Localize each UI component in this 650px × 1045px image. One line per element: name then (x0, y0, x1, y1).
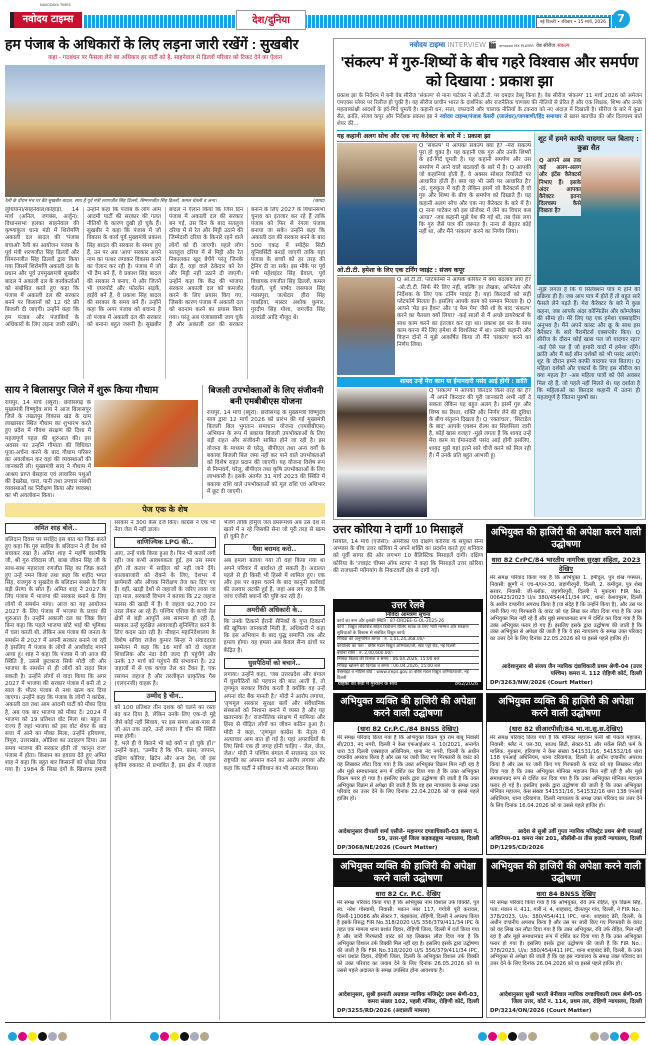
continued-text: है, भले ही वे कितने भी बड़े क्यों न हो चुके हों।" उन्होंने कहा, "उम्मीद है कि चीन, फ्रांस, जापान, दक्षिण कोरिया, ब्रिटेन और अन्य देश, जो इस कृत्रिम रुकावट से प्रभावित हैं, इस क्षेत्र में जहाज भेजेंगे ताकि होर्मुज जल डमरूमध्य अब उस देश से खतरे में न रहे जिसकी सेना जो पूरी तरह से खत्म हो चुकी है।" (114, 519, 325, 769)
brand-logo: नवोदय टाइम्स (10, 12, 82, 28)
korea-and-tender (333, 524, 483, 690)
notice-body: मेरे समक्ष परिवाद किया गया है कि अभियुक्त 1. हमीदुल, पुत्र शेख गफ्फार, निवासी: झुग्गी नं. एच-4/एन-30, जहांगीरपुरी, दिल्ली, 2. कमीदुल, पुत्र शेख सरवर, निवासी: जी-ब्लॉक, जहांगीरपुरी, दिल्ली ने मुकदमा FIR No. 006423/2023 U/s 380/454/411/34 IPC, थाना: केशवपुरम, दिल्ली के अधीन दण्डनीय अपराध किया है (या संदेह है कि उन्होंने किया है), और उस पर जारी किए गए गिरफ्तारी के वारंट को यह लिख कर लौटा दिया गया है कि उक्त अभियुक्त मिल नहीं रहे हैं और मुझे समाधानप्रद रूप में दर्शित कर दिया गया है कि उक्त अभियुक्त फरार हो गए हैं। इसलिए इसके द्वारा उद्घोषणा की जाती है कि उक्त अभियुक्त से अपेक्षा की जाती है कि वे इस न्यायालय के समक्ष उक्त परिवाद का उत्तर देने के लिए दिनांक 22.05.2026 को या इससे पहले हाजिर हों। (490, 575, 642, 643)
notice-title: अभियुक्त व्यक्ति की हाजिरी की अपेक्षा करने वाली उद्घोषणा (334, 694, 482, 722)
lead-photo (5, 65, 325, 197)
notice-ref: DP/3263/NW/2026 (Court Matter) (490, 680, 593, 686)
notice-ref: DP/3255/RD/2026 (अदालती मामला) (337, 1008, 430, 1014)
bijli-story (207, 385, 325, 499)
lead-headline: हम पंजाब के अधिकारों के लिए लड़ना जारी रखेंगें : सुखबीर (5, 36, 299, 52)
section-title: शायद उन्हें मेरा काम या ईमानदारी पसंद आई होगी : क्रांति (337, 377, 531, 387)
notice-title: अभियुक्त व्यक्ति की हाजिरी की अपेक्षा करने वाली उद्घोषणा (334, 859, 482, 887)
court-notice (486, 858, 646, 1018)
notice-title: अभियुक्त व्यक्ति की हाजिरी की अपेक्षा करने वाली उद्घोषणा (487, 694, 645, 722)
continued-subhead: उम्मीद है चीन.. (114, 691, 215, 702)
court-notice (486, 693, 646, 855)
continued-band: पेज एक के शेष (5, 503, 325, 517)
notice-section: (धारा 82 सीआरपीसी/84 भा.ना.सु.स.देखिए) (508, 725, 624, 733)
tender-row: निविदा खोलने की दिनांक व समय : 06.04.2026, 15:00 बजे (337, 664, 479, 671)
court-notice (486, 524, 646, 690)
tender-row: निविदा विक्रय की दिनांक व समय : 06.04.2026, 15:00 बजे (337, 657, 479, 664)
railway-footer: ग्राहकों की सेवा में मुस्कान के साथ (338, 681, 398, 687)
color-registration-marks (590, 1026, 640, 1045)
interview-tag: INTERVIEW (447, 41, 487, 49)
notice-section: धारा 84 BNSS देखिए (536, 890, 596, 898)
railway-tender-ad (333, 599, 483, 690)
notice-section: (धारा 82 Cr.P.C./84 BNSS देखिए) (357, 725, 459, 733)
continued-subhead: घुसपैठियों को बचाने.. (224, 658, 325, 669)
sanjay-kapoor-photo (337, 277, 395, 375)
notice-ref: DP/3214/ON/2026 (Court Matter) (490, 1008, 592, 1014)
caption-text: रैली के दौरान मंच पर बैठे सुखबीर बादल, साथ हैं पूर्व मंत्री शरणजीत सिंह ढिल्लों, सिमरनजीत सिंह ढिल्लों, कमल चेतली व अन्य। (5, 198, 217, 204)
interview-section-2 (337, 267, 531, 375)
interview-brandbar (337, 41, 642, 51)
continued-text: लगाया। उन्होंने कहा, 'जब उत्तरप्रदेश और बंगाल में घुसपैठियों को पहचान की बात आती है, तो तृणमूल सरकार विरोध करती है क्योंकि वह उन्हें अपना वोट बैंक मानती है।' मोदी ने आरोप लगाया, 'तृणमूल सरकार सुरक्षा बलों और संवैधानिक संस्थाओं को निशाना बनाने में व्यस्त है और यह खतरनाक है।' राजनीतिक संरक्षण में माफिया और हिंसा से पीड़ित लोगों का जीवन कठिन हुआ है। मोदी ने कहा, 'तृणमूल कांग्रेस के नेतृत्व में अत्याचार आम बात हो गई है। यहां अपराधियों के लिए सिर्फ एक ही जगह होनी चाहिए - जेल, जेल, जेल।' मोदी ने पश्चिम बंगाल में सत्तारूढ़ दल पर राष्ट्रपति का अपमान करने का आरोप लगाया और कहा कि पार्टी ने संविधान का भी अनादर किया। (223, 671, 325, 772)
intro-text: प्रकाश झा के निर्देशन में बनी वेब सीरीज 'संकल्प' से नाना पाटेकर ने ओ.टी.टी. पर दमदार डेब्यू किया है। वेब सीरीज 'संकल्प' 11 मार्च 2026 को अमेजन एमएक्स प्लेयर पर रिलीज हो चुकी है। यह सीरीज प्राचीन भारत के दार्शनिक और राजनैतिक चाणक्य की नीतियों से प्रेरित है और एक शिक्षक, शिष्य और उनके महत्वाकांक्षी आदर्शों के इर्द-गिर्द घूमती है। कहानी धन, सत्ता, वफादारी और चालाक नीतियों के टकराव को नए अंदाज़ में दिखाती है। सीरीज के बारे में कुब्रा सैत, क्रांति, संजय कपूर और निर्देशक प्रकाश झा ने (337, 93, 642, 120)
notice-section: धारा 82 Cr. P.C. देखिए (375, 890, 441, 898)
korea-headline: उत्तर कोरिया ने दागीं 10 मिसाइलें (333, 524, 463, 536)
series-name: संकल्प (557, 43, 570, 49)
continued-subhead: पैसा बरामद करो.. (224, 544, 325, 555)
series-label: वेब सीरीज (536, 43, 556, 49)
continued-text: बलिदान दिवस पर सरहिंद इस बात का जिक्र करते हुए कहा कि गुरु साहिब के बलिदान ने ही देश को बचाकर रखा है। अमित शाह ने महर्षि वाल्मीकि जी, श्री गुरु रविदास जी, बाबा जीवन सिंह जी के साथ-साथ महाराजा रणजीत सिंह का जिक्र करते हुए उन्हें नमन किया तथा कहा कि शहीद भगत सिंह, राजगुरु व सुखदेव के बलिदान सबसे के लिए बड़ी प्रेरणा के स्रोत हैं। अमित शाह ने 2027 के लिए पंजाब में भाजपा की सरकार बनाने के लिए लोगों से समर्थन मांगा। आज का यह आयोजन 2027 के लिए पंजाब में भाजपा के प्रचार की शुरुआत है। उन्होंने अकाली दल का जिक्र किए बिना कहा कि पहले भाजपा छोटे भाई की भूमिका में चला करती थी, लेकिन अब पंजाब की जनता के समर्थन से 2027 में अपनी सरकार बनाने जा रही है इसलिए मैं पंजाब के लोगों से आशीर्वाद मांगने आया हूं। शाह ने कहा कि पंजाब में जो आज की स्थिति है, उससे छुटकारा सिर्फ मोदी जी और भाजपा के समर्थन से ही लोगों को राहत मिल सकती है। उन्होंने लोगों से वादा किया कि अगर 2027 में भाजपा की सरकार पंजाब में बनी तो 2 साल के भीतर पंजाब से नशा खत्म कर दिया जाएगा। उन्होंने कहा कि पंजाब के लोगों ने कांग्रेस, अकाली दल तथा आम आदमी पार्टी को मौका दिया है, अब एक बार भाजपा को मौका दें। 2024 में भाजपा को 19 प्रतिशत वोट मिला था। बहुत से राज्य हैं जहां भाजपा को इस वोट शेयर के बाद सत्ता में आने का मौका मिला, उन्होंने हरियाणा, त्रिपुरा, उत्तराखंड, ओडिशा का उदाहरण दिया। उस समय भाजपा की सरकार होती तो 'कानून राज' पंजाब में होता। किसान का हवाला देते हुए अमित शाह ने कहा कि बहुत बार किसानों को धोखा दिया गया है। 1984 के सिख दंगों के खिलाफ हमारी सरकार ने 300 केस दर्ज किए। कांग्रेस ने एक भी नेता जेल में नहीं डाला। (5, 519, 216, 774)
sai-story (5, 385, 198, 499)
interview-sections (337, 133, 531, 517)
prakash-jha-photo (337, 143, 417, 265)
continued-text: को 100 प्रतिशत तीन दशक को चलने का रस्ता बंद कर दिया है, लेकिन उनके लिए एक-दो मुद्दे जैसे कोई नहीं सिवाय, पर इस समय आस-पास से जो अंत तक ठहरे, उन्हें लगता है चीन की स्थिति स्पष्ट होगी। (114, 705, 216, 740)
sai-photo (94, 400, 198, 467)
notice-body: मेरे समक्ष परिवाद किया गया है कि अभियुक्त विक्रम पुत्र राम बाबू निवासी सी/203, नंद नगरी, दिल्ली ने केस एफआईआर नं. 10/2021, अन्तर्गत धारा 33 दिल्ली एक्साइज अधिनियम, थाना नंद नगरी, दिल्ली के अधीन दण्डनीय अपराध किया है और उस पर जारी किए गए गिरफ्तारी के वारंट को यह लिखकर लौटा दिया गया है कि उक्त अभियुक्त विक्रम मिल नहीं रहा है और मुझे समाधानप्रद रूप में दर्शित कर दिया गया है कि उक्त अभियुक्त विक्रम फरार हो गया है। इसलिए इसके द्वारा उद्घोषणा की जाती है कि उक्त अभियुक्त विक्रम से अपेक्षा की जाती है कि वह इस न्यायालय के समक्ष उक्त परिवाद का उत्तर देने के लिए दिनांक 22.04.2026 को या इससे पहले हाजिर हो। (337, 735, 479, 803)
notice-signature: आदेशानुसार श्री संजय जैन न्यायिक दंडाधिकारी प्रथम श्रेणी-04 (उत्तर पश्चिम) कमरा नं. 112 रोहिणी कोर्ट, दिल्ली (501, 664, 642, 677)
korea-body: सियोल, 14 मार्च (एजेंसी): अमरीका एवं दक्षिण कोरिया के संयुक्त सैन्य अभ्यास के बीच उत्तर कोरिया ने अपने शक्ति का प्रदर्शन करते हुए शनिवार को पूर्वी सागर की ओर लगभग 10 बैलिस्टिक मिसाइलें दागीं। दक्षिण कोरिया के 'ज्वाइंट चीफ्स ऑफ स्टाफ' ने कहा कि मिसाइलें उत्तर कोरिया की राजधानी प्योंगयांग के निकटवर्ती क्षेत्र से दागी गईं। (333, 539, 483, 574)
intro-tail: से खास बातचीत की और दिलचस्प बातें शेयर कीं... (337, 114, 643, 127)
continued-subhead: अमित शाह बोले.. (5, 523, 106, 534)
notice-ref: DP/3068/NE/2026 (Court Matter) (337, 845, 438, 851)
secondary-stories (5, 385, 325, 499)
sai-body-left: रायपुर, 14 मार्च (ब्यूरो): छत्तीसगढ़ के मुख्यमंत्री विष्णुदेव साय ने आज बिलासपुर जिले के तखतपुर विकास खंड के ग्राम लाखासार स्थित गौधाम का शुभारंभ करते हुए प्रदेश में गौवंश संरक्षण की दिशा में महत्वपूर्ण पहल की शुरुआत की। इस अवसर पर उन्होंने गौमाता की विधिवत पूजा-अर्चना करने के बाद गौधाम परिसर का अवलोकन कर वहां की व्यवस्थाओं की जानकारी ली। मुख्यमंत्री साय ने गौधाम में आश्रय प्राप्त बेसहारा एवं लावारिस पशुओं की देखरेख, चारा, पानी तथा उपचार संबंधी व्यवस्थाओं का निरीक्षण किया और व्यवस्था का भी अवलोकन किया। (5, 399, 91, 499)
lead-subhead: कहा - गठबंधन पर फैसला लेने का अधिकार हर पार्टी को है, साहनेवाल से ढिल्लों परिवार को टिकट देने का ऐलान (48, 55, 282, 61)
caption-credit: (छाया) (313, 198, 325, 204)
page-bottom-rule (5, 1022, 645, 1023)
masthead-small-label: NAVODAYA TIMES (40, 3, 71, 7)
film-reel-icon: 🎬 (488, 41, 497, 49)
railway-title: उत्तर रेलवे (335, 601, 481, 612)
continued-subhead: अमरीकी अधिकारी के.. (224, 605, 325, 616)
interview-divider (337, 130, 642, 131)
intro-publications: नवोदय टाइम्स/पंजाब केसरी (जालंधर)/जगबाणी/हिंद समाचार (439, 114, 562, 120)
column-divider (202, 385, 203, 499)
notice-ref: DP/1295/CD/2026 (490, 845, 544, 851)
tender-row: कार्य : विद्युत लोकोशेड सहित डिवीजन रोलिंग स्टॉक के लिए भारी मरम्मत और संरक्षण सुविधाओं के विकास से संबंधित विद्युत कार्य। (337, 625, 479, 637)
notice-body: मेरे समक्ष परिवाद किया गया है कि मोनिका महाजन पत्नी श्री पंकज महाजन, निवासी: फ्लैट नं. एल-30, साउथ सिटी, सेक्टर-51 और मर्केस सिटी फर्म के मालिक, गुरुग्राम, हरियाणा ने केस संख्या 541531/16, 541532/16 धारा 138 एनआई अधिनियम, थाना दरियागंज, दिल्ली के अधीन दण्डनीय अपराध किया है और उस पर जारी किए गए गिरफ्तारी के वारंट को यह लिखकर लौटा दिया गया है कि उक्त अभियुक्त मोनिका महाजन मिल नहीं रही है और मुझे समाधानप्रद रूप से दर्शित कर दिया गया है कि उक्त अभियुक्त मोनिका महाजन फरार हो गई है। इसलिए इसके द्वारा उद्घोषणा की जाती है कि उक्त अभियुक्त मोनिका महाजन, केस संख्या 541531/16, 541532/16 धारा 138 एनआई अधिनियम, थाना दरियागंज, दिल्ली न्यायालय के समक्ष उक्त परिवाद का उत्तर देने के लिए दिनांक 16.04.2026 को या उससे पहले हाजिर हो। (490, 735, 642, 809)
continued-subhead: वाणिज्यिक LPG की.. (114, 537, 215, 548)
lead-photo-caption (5, 199, 325, 205)
section-body: Q 'संकल्प' में आपका किरदार किस तरह का है? -मैं अपने किरदार की पूरी जानकारी अभी नहीं दे सकता लेकिन यह बहुत अलग है। इसमें गुरु और शिष्य का रिश्ता, शक्ति और निर्णय लेने की दुविधा के बीच संतुलन दिखता है। Q 'रक्तांचल', 'सिटाडेल के बाद' आपके एक्शन रोल्स का सिलसिला जारी है, कोई खास वजह? -मुझे लगता है कि शायद उन्हें मेरा काम या ईमानदारी पसंद आई होगी इसलिए, शायद मुझे यहां इतने सारे चीजें करने को मिल रही हैं। मैं उनके प्रति बहुत आभारी हूं। (429, 388, 531, 459)
page-number-badge: 7 (612, 10, 630, 28)
platform-label: amazon MX PLAYER (499, 44, 534, 48)
interview-intro (337, 93, 642, 128)
sidebar-question: Q आपने अब तक कई अलग-अलग और इंटेंस कैरेक्टर्स निभाए हैं। इसके अंदर आपका कैरेक्टर इतना दिलचस्प कैसे दिखता है? (539, 158, 581, 215)
tender-row: निविदा की अनुमानित लागत : रु. 1,01,24,368.00/- (337, 637, 479, 644)
railway-subtitle: निविदा आमंत्रण सूचना (385, 611, 431, 618)
court-notice (333, 693, 483, 855)
dateline: नई दिल्ली • रविवार • 15 मार्च, 2026 (536, 17, 610, 28)
section-body: Q ओ.टी.टी. प्लेटफॉर्म्स ने आपके करियर में क्या बदलाव लाए हैं? -ओ.टी.टी. सिर्फ मेरे लिए नहीं, बल्कि हर लेखक, अभिनेता और निर्देशक के लिए एक टर्निंग प्वाइंट है। यहां किरदारों को सही प्लेटफॉर्म मिलता है। इसलिए आपके काम को सम्मान मिलता है। Q आपने 'मेड इन हैवन' और 'द फेम गेम' जैसे शो के बाद 'संकल्प' करने का फैसला क्यों लिया? -कई सालों से मैं अच्छे डायरेक्टर्स के साथ काम करने का इंतजार कर रहा था। प्रकाश झा सर के साथ काम करना मेरे लिए हमेशा से विशलिस्ट में था। उनकी कहानी और विज़न दोनों ने मुझे आकर्षित किया तो मैंने 'संकल्प' करने का निर्णय लिया। (397, 277, 531, 349)
tender-row: बयाना राशि : रु. 2,00,600.00/- (337, 651, 479, 658)
notice-body: मेरे समक्ष परिवाद किया गया है कि अभियुक्त, रवि उर्फ रोहित, पुत्र विक्रम सिंह, पता: मकान नं. 411, गली नं. 4, शाहबाद, दौलतपुर गांव, दिल्ली, ने FIR No.: 378/2023, U/s: 380/454/411 IPC, थाना: शाहबाद डेरी, दिल्ली, के अधीन दण्डनीय अपराध किया है और उस पर जारी किए गए गिरफ्तारी के वारंट को यह लिख कर लौटा दिया गया है कि उक्त अभियुक्त, रवि उर्फ रोहित, मिल नहीं रहा है और मुझे समाधानप्रद रूप में दर्शित कर दिया गया है कि उक्त अभियुक्त फरार हो गया है। इसलिए इसके द्वारा उद्घोषणा की जाती है कि FIR No.: 378/2023, U/s: 380/454/411 IPC, थाना शाहबाद डेरी, दिल्ली, के उक्त अभियुक्त से अपेक्षा की जाती है कि वह इस न्यायालय के समक्ष उक्त परिवाद का उत्तर देने के लिए दिनांक 26.04.2026 को या इससे पहले हाजिर हो। (490, 900, 642, 968)
court-notice (333, 858, 483, 1018)
notice-title: अभियुक्त की हाजिरी की अपेक्षा करने वाली उद्घोषणा (487, 525, 645, 553)
interview-brand: नवोदय टाइम्स (409, 41, 446, 49)
section-tab: देश/दुनिया (236, 10, 306, 30)
railway-code: 862/2026 (455, 681, 478, 687)
notice-signature: आदेशानुसार सुश्री भारती बेनीवाल न्यायिक दण्डाधिकारी प्रथम श्रेणी-05 जिला उत्तर, कोर्ट न. 114, प्रथम तल, रोहिणी न्यायालय, दिल्ली (499, 992, 642, 1005)
color-registration-marks (8, 1026, 68, 1045)
sidebar-body: -मुझे लगता है कि ये सिलेक्शन पात्र में होने की प्रक्रिया ही है। जब आप पात्र में होते हैं तो बहुत सारे फैसले लेने पड़ते हैं। मेरा कैरेक्टर के बारे में कुछ कहना, जब आपके अंदर कॉन्फिडेंस और कॉम्प्लेक्स की सीमा हो। मेरे लिए यह एक हमेशा एक्साइटिंग अनुभव है। मैंने अपने कास्ट और क्रू के साथ इस कैरेक्टर के सारे पैरामीटर्स एक्सप्लोर किए। Q सीरीज के दौरान कोई खास पल जो यादगार रहा? -कई ऐसे पल हैं जो हमारी यादों में हमेशा रहेंगे। क्रांति और मैं कई सीन दर्शकों को भी पसंद आएंगे। शूट के दौरान हमने काफी यादगार पल बिताए। Q महिला दर्शकों और एक्टर्स के लिए इस सीरीज का क्या महत्व है? -अब महिला पात्रों को ऐसे अवसर मिल रहे हैं, जो पहले नहीं मिलते थे। यह दर्शाता है कि महिलाओं का किरदार कहानी में उतना ही महत्वपूर्ण है जितना पुरुषों का। (537, 287, 640, 402)
section-body: Q 'संकल्प' में आपका संकल्प क्या है? -मेरा संकल्प पूरा हो चुका है। यह कहानी एक गुरु और उनके शिष्यों के इर्द-गिर्द घूमती है। यह कहानी समर्पण और उस समर्पण में आने वाले बदलावों के बारे में है। Q आपकी जो कहानियां होती हैं, वे अक्सर सोशल रियलिटी पर आधारित होती हैं। क्या यह भी उसी पर आधारित है? -हां, गुरुकुल में यही है लेकिन इसमें जो कैरेक्टर्स हैं वो गुरु और शिष्य के बीच के समर्पण को दिखाते हैं। यह कहानी अलग सोच और एक नए कैरेक्टर के बारे में है। Q नाना पाटेकर को इस प्रोजेक्ट में लेने का विचार कब आया? -जब कहानी मुझे पेश की गई थी, तब ऐसा लगा कि गुरु जैसे पात्र की जरूरत है। नाना से बेहतर कोई नहीं था, और मैंने 'संकल्प' करने का निर्णय लिया। (419, 143, 531, 236)
interview-feature (333, 38, 646, 520)
notice-body: मेरे समक्ष परिवाद किया गया है कि अभियुक्त नाम विशाल उर्फ विक्की, पुत्र स्व. नरेश गोस्वामी, निवासी: मकान नंबर 117, गंगोत्री पूरी करावल, दिल्ली-110086 और सेक्टर 7, कंझावला, रोहिणी, दिल्ली ने अपराध किया है इसके विरुद्ध FIR No.318/2020 U/S 356/379/411/34 IPC के तहत एक मामला थाना प्रशांत विहार, रोहिणी जिला, दिल्ली में दर्ज किया गया है और जारी गिरफ्तारी वारंट को यह लिखकर लौटा दिया गया है कि अभियुक्त विशाल उर्फ विक्की मिल नहीं रहा है। इसलिए इसके द्वारा उद्घोषणा की जाती है कि FIR No.318/2020 U/S 356/379/411/34 IPC, थाना प्रशांत विहार, रोहिणी जिला, दिल्ली के अभियुक्त विशाल उर्फ विक्की को उक्त परिवाद का जवाब देने के लिए दिनांक 26.05.2026 को या उससे पहले अदालत के समक्ष उपस्थित होना आवश्यक है। (337, 900, 479, 974)
left-column (5, 36, 325, 1020)
continued-text: कि उनके ठिकाने ईरानी सैनिकों के गुप्त ठिकानों की खुफिया जानकारी मिली है, अधिकारी ने कहा कि इस अभियान के बाद युद्ध समाप्ति तक और हमला होगा। यह हमला अब केवल सैन्य ढांचों पर केंद्रित है। (223, 618, 325, 654)
bijli-body: रायपुर, 14 मार्च (ब्यूरो): छत्तीसगढ़ के मुख्यमंत्री विष्णुदेव साय द्वारा 12 मार्च 2026 को प्रारंभ की गई मुख्यमंत्री बिजली बिल भुगतान समाधान योजना (एमबीबीएस) अभियान के रूप में बकाया बिजली उपभोक्ताओं के लिए बड़ी राहत और संजीवनी साबित होने जा रही है। इस योजना के माध्यम से घरेलू, बीपीएल तथा अन्य वर्गों के बकाया बिजली बिल जमा नहीं कर पाने वाले उपभोक्ताओं को विशेष राहत प्रदान की जाएगी। यह योजना विशेष रूप से निम्नवर्ग, घरेलू, बीपीएल तथा कृषि उपभोक्ताओं के लिए लाभकारी है। इसके अंतर्गत 31 मार्च 2023 की स्थिति में बकाया राशि वाले उपभोक्ताओं को मूल राशि एवं अधिभार में छूट दी जाएगी। (207, 409, 325, 495)
notice-signature: आदेशानुसार दीपाली शर्मा एसीजे- महानगर दण्डाधिकारी-03 कमरा नं. 59, उत्तर-पूर्व जिला कड़कड़डूमा न्यायालय, दिल्ली (338, 829, 479, 842)
interview-section-3 (337, 377, 531, 517)
lower-right-grid (333, 524, 646, 1018)
notice-signature: आदेश से सुश्री उर्वी गुप्ता न्यायिक मजिस्ट्रेट प्रथम श्रेणी एनआई अधिनियम-01 कमरा नंबर 201, सीसीबी-II तीस हजारी न्यायालय, दिल्ली (490, 829, 642, 842)
color-registration-marks (478, 1026, 538, 1045)
sidebar-title: शूट में हमने काफी यादगार पल बिताए : कुब्रा सैत (538, 135, 639, 152)
notice-title: अभियुक्त की हाजिरी की अपेक्षा करने वाली उद्घोषणा (487, 859, 645, 887)
sai-headline: साय ने बिलासपुर जिले में शुरू किया गौधाम (5, 384, 159, 396)
kubra-sait-photo (537, 155, 640, 285)
masthead (0, 0, 650, 34)
continued-columns (5, 520, 325, 1021)
notice-section: धारा 82 CrPC/84 भारतीय नागरिक सुरक्षा संहिता, 2023 देखिए (491, 556, 641, 573)
color-registration-marks (150, 1026, 210, 1045)
tender-row: कार्यालय का पता : वरिष्ठ मंडल विद्युत अभियंता/जी, स्टेट एंट्री रोड, नई दिल्ली (337, 644, 479, 651)
continued-text: आए, उन्हें पार्क किया हुआ है। फिर भी कतारें लगी रहीं। जब कभी आवश्यकता हुई, हम उस समय होंगे तो कतार में साहिल को नहीं जाने देंगे। कालाबाजारी को रोकने के लिए, देशभर में छापेमारी और औचक निरीक्षण तेज कर दिए गए हैं। वहीं, खाड़ी देशों से जहाजों के जरिए लाया जा रहा माल, सरकारी विभाग ने बताया कि 22 जहाज फारस की खाड़ी में हैं। ये जहाज 92,700 टन तरल लेकर आ रहे हैं। पश्चिम एशिया के कच्चे तेल क्षेत्रों से बड़ी आपूर्ति अब सामान्य हो रही है, सरकार उन्हें सुरक्षित आवाजाही सुनिश्चित करने के लिए कदम उठा रही है। नौवहन महानिदेशालय के विशेष सचिव राजेश कुमार सिन्हा ने संवाददाता सम्मेलन में कहा कि 16 मार्च को दो जहाज शिवालिक और नंदा देवी जल्द ही पहुंचेंगे और उनके 17 मार्च को पहुंचने की संभावना है। 22 जहाजों में से एक कच्चा तेल का टैंकर है, एक रसायन जहाज है और तरलीकृत प्राकृतिक गैस (एलएनजी) वाहक है। (114, 551, 216, 687)
kubra-sidebar (534, 133, 642, 517)
tender-row: कार्य का नाम और इसकी स्थिति : 87-DRDEE-G-OL-2025-26 (337, 619, 479, 626)
tender-row: वेबसाइट व नोटिस बोर्ड : www.ireps.gov.in वरिष्ठ मंडल विद्युत अभियंता/जी, नई दिल्ली (337, 670, 469, 681)
lead-body: लुधियाना/साहनेवाल/कोहाड़ा, 14 मार्च (अनिल, जगबंस, अर्जुन): विधानसभा हलका साहनेवाल की कृष्णाकुंज धाना मंडी में शिरोमणि अकाली दल बादल की 'पंजाब बचाओ' रैली का आयोजन पंजाब के पूर्व मंत्री शरणजीत सिंह ढिल्लों और सिमरनजीत सिंह ढिल्लों द्वारा किया गया जिसमें शिरोमणि अकाली दल के प्रधान और पूर्व उपमुख्यमंत्री सुखबीर बादल ने अकाली दल के कार्यकर्ताओं को संबोधित करते हुए कहा कि पंजाब में अकाली दल की सरकार बनने पर किसानों को 12 घंटे फ्री बिजली दी जाएगी। उन्होंने कहा कि हम पंजाब और पंजाबियों के अधिकारों के लिए लड़ना जारी रखेंगे। उन्होंने कहा कि पंजाब के लोग आम आदमी पार्टी की सरकार की गलत नीतियों के कारण दुखी हो चुके हैं। सुखबीर ने कहा कि पंजाब में जो विकास के कार्य पूर्व मुख्यमंत्री प्रकाश सिंह बादल की सरकार के समय हुए हैं, उन पर अब 'आप' सरकार अपने नाम का पत्थर लगाकर विकास करने का ऐलान कर रही है। पंजाब में जो भी डैम बने हैं, वे प्रकाश सिंह बादल की सरकार ने बनाए, ये और जितने भी एयरपोर्ट और फोरलेन सड़कें, हाईवे बने हैं, वे प्रकाश सिंह बादल की सरकार के समय बने हैं। उन्होंने कहा कि अगर पंजाब को बचाना है तो पंजाब में अकाली दल की सरकार को बनाना बहुत जरूरी है। सुखबीर बादल ने ऐलान किया कि जिस दिन पंजाब में अकाली दल की सरकार बन गई, उस दिन के बाद सतलुज दरिया में से रेत और मिट्टी उठाने की जिम्मेदारी दरिया के किनारे रहने वाले लोगों को दी जाएगी। पहले लोग सतलुज दरिया में से मिट्टी और रेत निकालकर खुद बेचेंगे परंतु जिनके खेत हैं, वहां वाले ठेकेदार को रेत और मिट्टी नहीं उठाने दी जाएगी। उन्होंने कहा कि केंद्र की भाजपा सरकार अकाली दल को कमजोर करने के लिए प्रयास किए गए, जिसके कारण पंजाब में अकाली दल को बदनाम करने का प्रयास किया गया। परंतु अब पंजाबवासी जाग चुके हैं और अकाली दल की सरकार बनाने के लिए 2027 के विधानसभा चुनाव का इंतजार कर रहे हैं ताकि पंजाब को फिर से रंगला पंजाब बनाया जा सके। उन्होंने कहा कि अकाली दल की सरकार बनने के बाद 500 एकड़ में स्पोर्ट्स सिटी यूनिवर्सिटी बनाई जाएगी ताकि यहां पंजाब के बच्चों को हर तरह की ट्रेनिंग दी जा सके। इस मौके पर पूर्व मंत्री महेशइंदर सिंह ग्रेवाल, पूर्व विधायक रणजीत सिंह ढिल्लों, कमल चेतली, पूर्व पार्षद जसपाल सिंह ग्यासपुरा, जत्थेदार हीरा सिंह गाबड़िया, मास्टर अशोक कुमार, गुरदीप सिंह गोशा, जगजीत सिंह तलवंडी आदि मौजूद थे। (5, 206, 325, 328)
bijli-headline: बिजली उपभोक्ताओं के लिए संजीवनी बनी एमबीबीएस योजना (208, 384, 324, 406)
section-title: यह कहानी अलग सोच और एक नए कैरेक्टर के बारे में : प्रकाश झा (337, 133, 531, 142)
notice-signature: आदेशानुसार, सुश्री इब्नाती अग्रवाल न्यायिक मजिस्ट्रेट प्रथम श्रेणी-03, कमरा संख्या 102, पहली मंजिल, रोहिणी कोर्ट, दिल्ली (338, 992, 479, 1005)
section-title: ओ.टी.टी. हमेशा के लिए एक टर्निंग प्वाइंट : संजय कपूर (337, 267, 531, 276)
interview-body (337, 133, 642, 517)
interview-section-1 (337, 133, 531, 265)
kranti-photo (337, 388, 427, 517)
continued-text: अब हमला बताया गया तो वहां किया गया था अपने परिवार में बार्दाश्त हो सकती है। अदालत पहले से ही किसी भी हिस्से में शामिल हुए। एक और इस पर बहस चलने के बाद कानूनी कार्रवाई की तलवार लटकी हुई है, जहां अब लग रहा है कि जांच एजेंसी बयानों की पुष्टि कर रही है। (223, 558, 325, 601)
interview-headline: 'संकल्प' में गुरु-शिष्यों के बीच गहरे विश्वास और समर्पण को दिखाया : प्रकाश झा (340, 54, 639, 90)
